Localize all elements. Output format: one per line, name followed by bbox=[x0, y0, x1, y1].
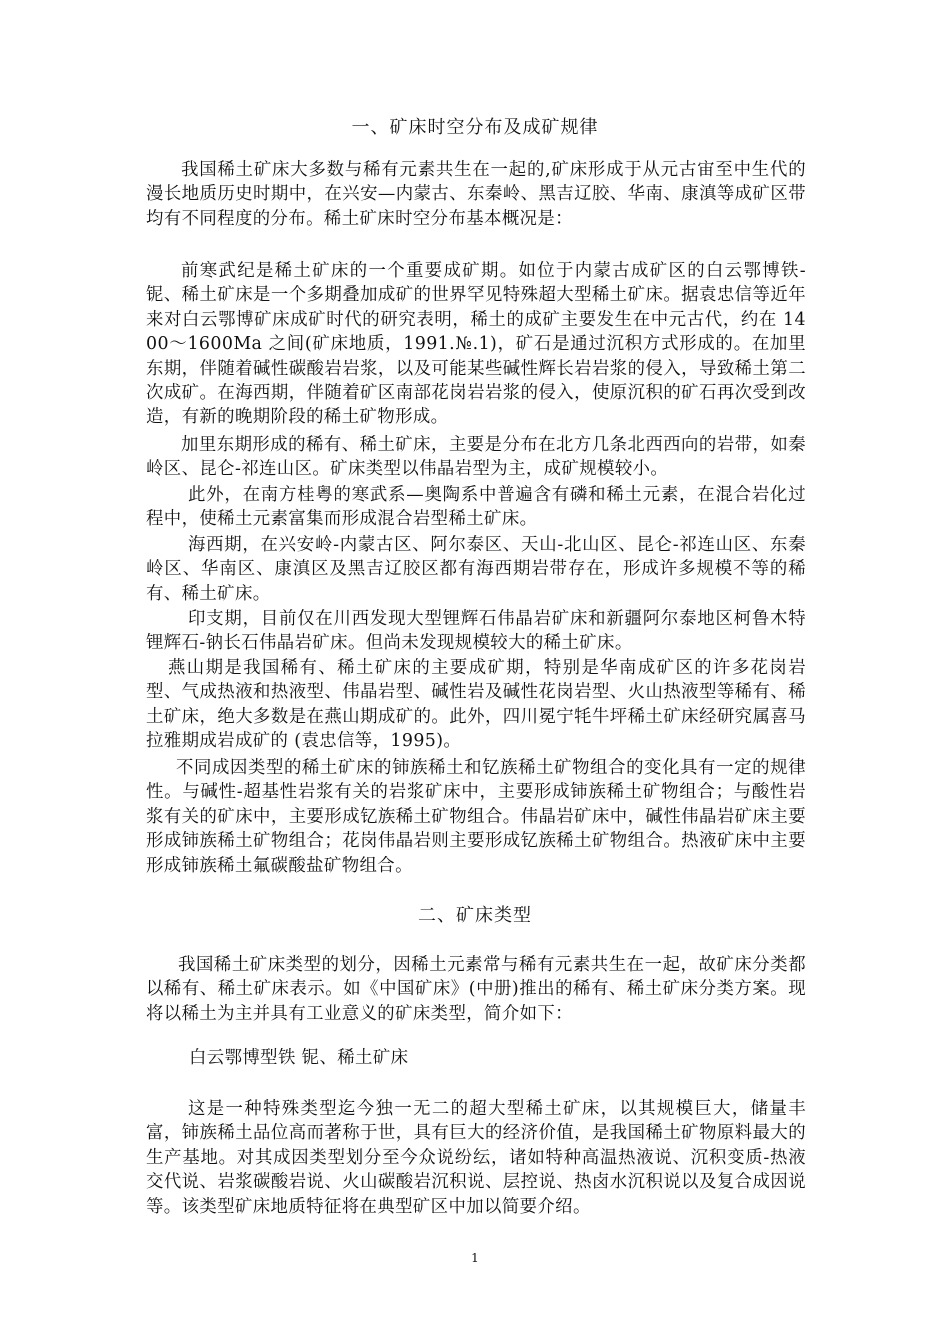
section-1-title: 一、矿床时空分布及成矿规律 bbox=[351, 117, 599, 138]
section-2-title: 二、矿床类型 bbox=[418, 905, 532, 926]
paragraph-south: 此外，在南方桂粤的寒武系—奥陶系中普遍含有磷和稀土元素，在混合岩化过程中，使稀土元素富集而形成混合岩型稀土矿床。 bbox=[146, 485, 806, 530]
paragraph-mineral-assemblage: 不同成因类型的稀土矿床的铈族稀土和钇族稀土矿物组合的变化具有一定的规律性。与碱性-超基性岩浆有关的岩浆矿床中，主要形成铈族稀土矿物组合；与酸性岩浆有关的矿床中，主要形成钇族稀土矿物组合。伟晶岩矿床中，碱性伟晶岩矿床主要形成铈族稀土矿物组合；花岗伟晶岩则主要形成钇族稀土矿物组合。热液矿床中主要形成铈族稀土氟碳酸盐矿物组合。 bbox=[146, 758, 806, 876]
paragraph-caledonian: 加里东期形成的稀有、稀土矿床，主要是分布在北方几条北西西向的岩带，如秦岭区、昆仑-祁连山区。矿床类型以伟晶岩型为主，成矿规模较小。 bbox=[146, 435, 806, 480]
subheading-bayan-obo: 白云鄂博型铁 铌、稀土矿床 bbox=[189, 1048, 409, 1068]
paragraph-indosinian: 印支期，目前仅在川西发现大型锂辉石伟晶岩矿床和新疆阿尔泰地区柯鲁木特锂辉石-钠长石伟晶岩矿床。但尚未发现规模较大的稀土矿床。 bbox=[146, 609, 806, 654]
page-number: 1 bbox=[471, 1251, 479, 1265]
paragraph-bayan-obo: 这是一种特殊类型迄今独一无二的超大型稀土矿床，以其规模巨大，储量丰富，铈族稀土品位高而著称于世，具有巨大的经济价值，是我国稀土矿物原料最大的生产基地。对其成因类型划分至今众说纷纭，诸如特种高温热液说、沉积变质-热液交代说、岩浆碳酸岩说、火山碳酸岩沉积说、层控说、热卤水沉积说以及复合成因说等。该类型矿床地质特征将在典型矿区中加以简要介绍。 bbox=[146, 1099, 806, 1217]
paragraph-intro: 我国稀土矿床大多数与稀有元素共生在一起的,矿床形成于从元古宙至中生代的漫长地质历史时期中，在兴安—内蒙古、东秦岭、黑吉辽胶、华南、康滇等成矿区带均有不同程度的分布。稀土矿床时空分布基本概况是： bbox=[146, 160, 806, 229]
paragraph-hercynian: 海西期，在兴安岭-内蒙古区、阿尔泰区、天山-北山区、昆仑-祁连山区、东秦岭区、华南区、康滇区及黑吉辽胶区都有海西期岩带存在，形成许多规模不等的稀有、稀土矿床。 bbox=[146, 535, 806, 604]
paragraph-yanshanian: 燕山期是我国稀有、稀土矿床的主要成矿期，特别是华南成矿区的许多花岗岩型、气成热液和热液型、伟晶岩型、碱性岩及碱性花岗岩型、火山热液型等稀有、稀土矿床，绝大多数是在燕山期成矿的。此外，四川冕宁牦牛坪稀土矿床经研究属喜马拉雅期成岩成矿的 (袁忠信等，1995)。 bbox=[146, 658, 806, 752]
paragraph-classification: 我国稀土矿床类型的划分，因稀土元素常与稀有元素共生在一起，故矿床分类都以稀有、稀土矿床表示。如《中国矿床》(中册)推出的稀有、稀土矿床分类方案。现将以稀土为主并具有工业意义的矿床类型，简介如下： bbox=[146, 955, 806, 1024]
paragraph-precambrian: 前寒武纪是稀土矿床的一个重要成矿期。如位于内蒙古成矿区的白云鄂博铁-铌、稀土矿床是一个多期叠加成矿的世界罕见特殊超大型稀土矿床。据袁忠信等近年来对白云鄂博矿床成矿时代的研究表明，稀土的成矿主要发生在中元古代，约在 1400～1600Ma 之间(矿床地质，1991.№.1)，矿石是通过沉积方式形成的。在加里东期，伴随着碱性碳酸岩岩浆，以及可能某些碱性辉长岩岩浆的侵入，导致稀土第二次成矿。在海西期，伴随着矿区南部花岗岩岩浆的侵入，使原沉积的矿石再次受到改造，有新的晚期阶段的稀土矿物形成。 bbox=[146, 261, 806, 428]
